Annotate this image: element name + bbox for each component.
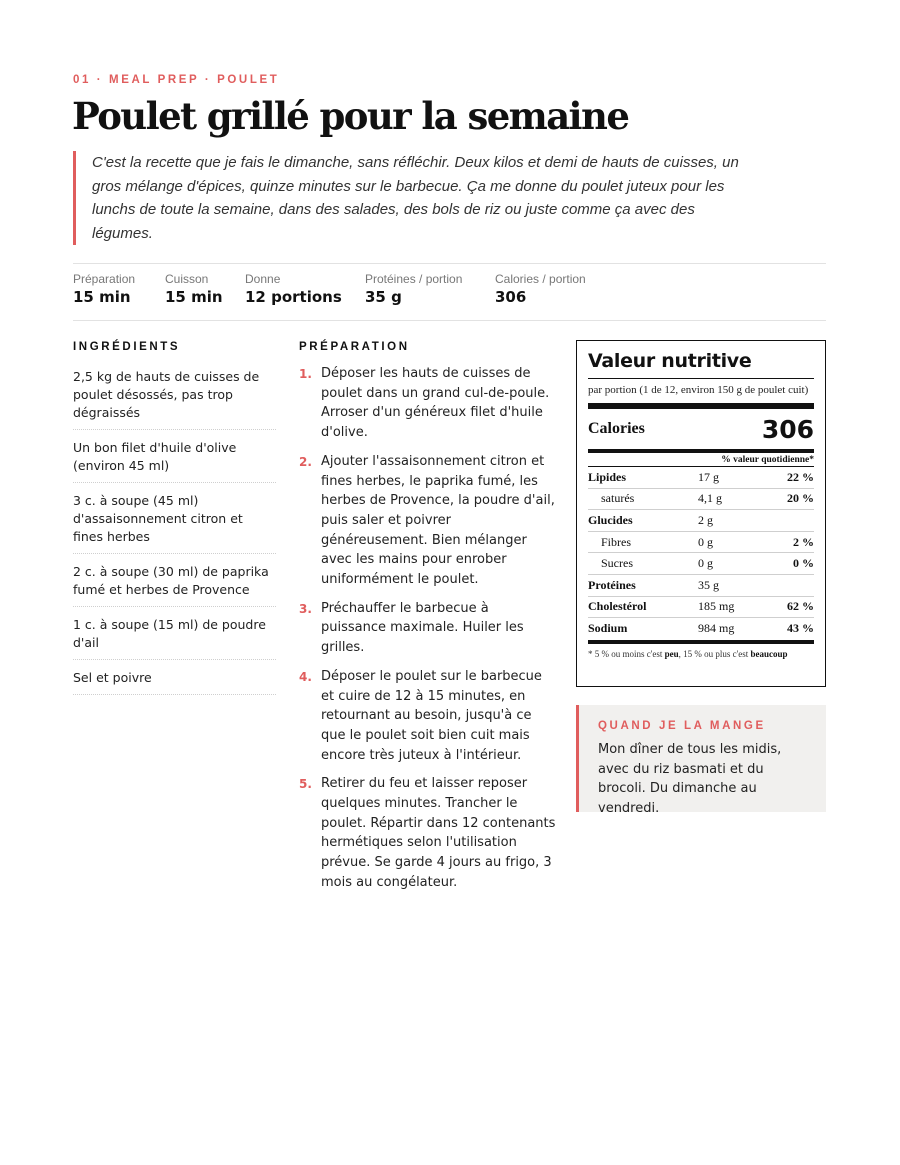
calories-label: Calories	[588, 420, 645, 437]
stat-label: Protéines / portion	[365, 272, 463, 286]
nutrient-amount: 4,1 g	[698, 491, 722, 506]
step-text: Déposer les hauts de cuisses de poulet dans un grand cul-de-poule. Arroser d'un généreux filet d'huile d'olive.	[321, 366, 550, 441]
nutrient-row	[588, 575, 814, 597]
step-item	[299, 364, 557, 443]
ingredients-list	[73, 366, 276, 702]
ingredient-item: 2 c. à soupe (30 ml) de paprika fumé et herbes de Provence	[73, 561, 276, 607]
nutrient-amount: 185 mg	[698, 599, 735, 614]
stat-value: 306	[495, 288, 527, 306]
stat-proteines	[365, 272, 462, 306]
preparation-heading: PRÉPARATION	[299, 341, 410, 353]
stat-value: 12 portions	[245, 288, 342, 306]
step-number: 3.	[299, 601, 312, 616]
nutrient-percent: 0 %	[793, 556, 814, 571]
nutrient-amount: 0 g	[698, 534, 713, 549]
stat-value: 15 min	[165, 288, 223, 306]
calories-value: 306	[761, 414, 814, 444]
step-item	[299, 452, 557, 590]
divider-top	[73, 263, 826, 264]
nutrient-amount: 984 mg	[698, 621, 735, 636]
nutrient-percent: 43 %	[787, 621, 814, 636]
stat-calories	[495, 272, 586, 306]
nutrition-footnote	[588, 648, 814, 660]
nutrient-name: Glucides	[588, 512, 633, 527]
step-number: 5.	[299, 777, 312, 792]
stat-donne	[245, 272, 342, 306]
nutrient-row	[588, 553, 814, 575]
nutrition-rule	[588, 378, 814, 379]
aside-text: Mon dîner de tous les midis, avec du riz basmati et du brocoli. Du dimanche au vendredi.	[598, 742, 782, 816]
nutrient-name: Fibres	[601, 534, 631, 549]
nutrition-facts	[576, 340, 826, 687]
intro-quote: C'est la recette que je fais le dimanche, sans réfléchir. Deux kilos et demi de hauts de cuisses, un gros mélange d'épices, quinze minutes sur le barbecue. Ça me donne du poulet juteux pour les lunchs de toute la semaine, dans des salades, des bols de riz ou juste comme ça avec des légumes.	[73, 151, 753, 245]
step-text: Déposer le poulet sur le barbecue et cuire de 12 à 15 minutes, en retournant au besoin, jusqu'à ce que le poulet soit bien cuit mais encore très juteux à l'intérieur.	[321, 668, 542, 763]
footnote-bold: peu	[664, 648, 679, 659]
nutrient-percent: 20 %	[787, 491, 814, 506]
stat-preparation	[73, 272, 135, 306]
footnote-text: , 15 % ou plus c'est	[678, 648, 751, 659]
nutrient-row	[588, 510, 814, 532]
stat-label: Calories / portion	[495, 272, 586, 286]
step-item	[299, 667, 557, 766]
nutrient-row	[588, 618, 814, 640]
nutrient-row	[588, 467, 814, 489]
stat-label: Préparation	[73, 272, 136, 286]
nutrient-name: Sucres	[601, 556, 633, 571]
step-number: 1.	[299, 367, 312, 381]
step-item	[299, 774, 557, 892]
nutrition-calories-row	[588, 409, 814, 449]
when-i-eat-it-box	[576, 705, 826, 816]
page-title: Poulet grillé pour la semaine	[72, 94, 629, 138]
preparation-steps	[299, 364, 557, 902]
stat-value: 15 min	[73, 288, 131, 306]
stat-cuisson	[165, 272, 223, 306]
step-text: Ajouter l'assaisonnement citron et fines herbes, le paprika fumé, les herbes de Provence, la poudre d'ail, puis saler et poivrer généreusement. Bien mélanger avec les mains pour enrober uniformément le poulet.	[321, 453, 555, 588]
nutrition-serving: par portion (1 de 12, environ 150 g de poulet cuit)	[588, 384, 809, 396]
ingredient-item: Un bon filet d'huile d'olive (environ 45 ml)	[73, 437, 276, 483]
nutrition-title: Valeur nutritive	[588, 350, 752, 372]
nutrient-percent: 22 %	[787, 469, 814, 484]
aside-heading: QUAND JE LA MANGE	[598, 720, 766, 732]
nutrient-row	[588, 532, 814, 554]
ingredient-item: 2,5 kg de hauts de cuisses de poulet désossés, pas trop dégraissés	[73, 366, 276, 430]
nutrient-name: Lipides	[588, 469, 627, 484]
ingredients-heading: INGRÉDIENTS	[73, 341, 181, 353]
footnote-text: * 5 % ou moins c'est	[588, 648, 665, 659]
nutrient-name: Sodium	[588, 621, 628, 636]
step-number: 4.	[299, 669, 312, 684]
stat-label: Donne	[245, 272, 281, 286]
stat-label: Cuisson	[165, 272, 209, 286]
nutrient-amount: 17 g	[698, 469, 719, 484]
nutrient-name: saturés	[601, 491, 635, 506]
nutrient-amount: 2 g	[698, 512, 713, 527]
ingredient-item: 3 c. à soupe (45 ml) d'assaisonnement citron et fines herbes	[73, 490, 276, 554]
ingredient-item: Sel et poivre	[73, 667, 276, 695]
kicker: 01 · MEAL PREP · POULET	[73, 74, 280, 86]
nutrient-amount: 35 g	[698, 577, 719, 592]
step-item	[299, 599, 557, 658]
nutrient-percent: 2 %	[793, 534, 814, 549]
nutrient-row	[588, 489, 814, 511]
nutrient-percent: 62 %	[787, 599, 814, 614]
step-text: Préchauffer le barbecue à puissance maximale. Huiler les grilles.	[321, 600, 524, 656]
ingredient-item: 1 c. à soupe (15 ml) de poudre d'ail	[73, 614, 276, 660]
nutrient-row	[588, 597, 814, 619]
nutrition-bottom-rule	[588, 640, 814, 644]
footnote-bold: beaucoup	[750, 648, 788, 659]
nutrient-name: Protéines	[588, 577, 636, 592]
divider-bottom	[73, 320, 826, 321]
daily-value-header: % valeur quotidienne*	[588, 453, 814, 467]
stat-value: 35 g	[365, 288, 402, 306]
nutrient-name: Cholestérol	[588, 599, 647, 614]
nutrient-amount: 0 g	[698, 556, 713, 571]
step-number: 2.	[299, 454, 312, 469]
step-text: Retirer du feu et laisser reposer quelques minutes. Trancher le poulet. Répartir dans 12 contenants hermétiques selon l'utilisation prévue. Se garde 4 jours au frigo, 3 mois au congélateur.	[321, 776, 556, 890]
